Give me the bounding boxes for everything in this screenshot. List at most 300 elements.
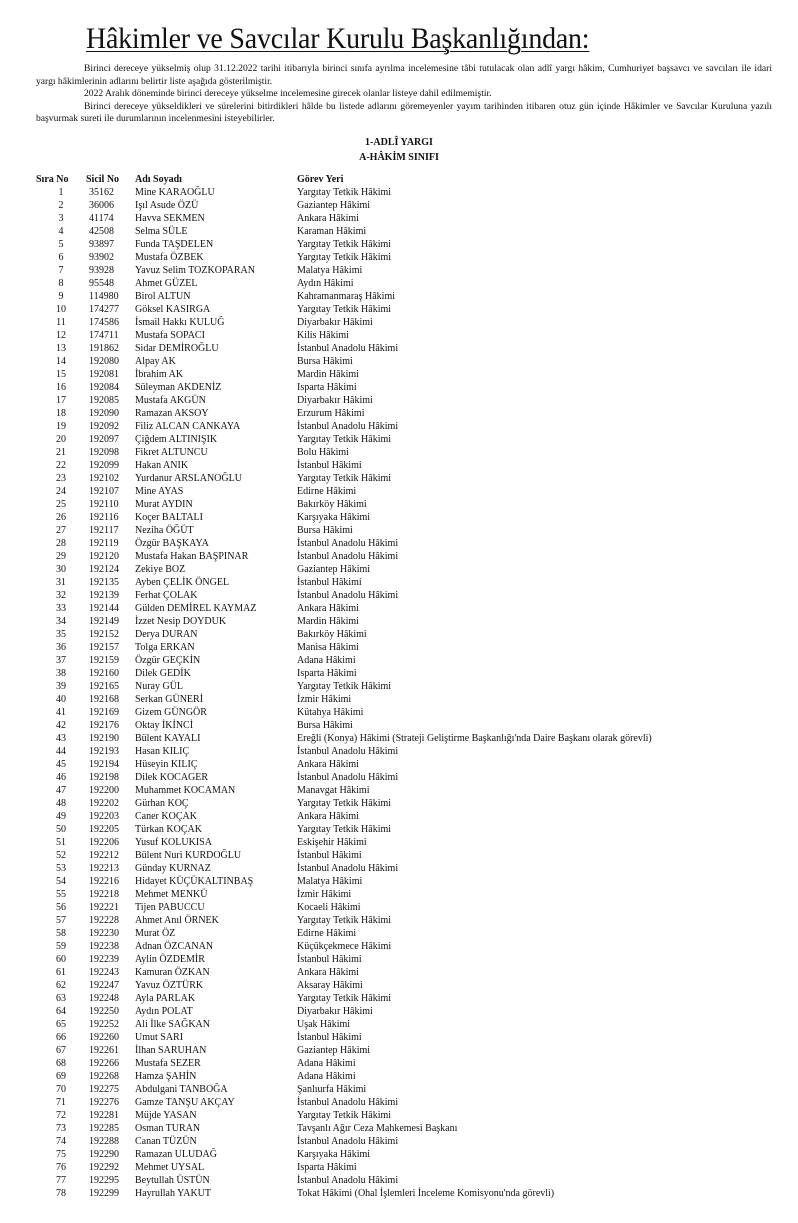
cell-gorev-yeri: Bolu Hâkimi: [297, 447, 349, 458]
table-row: [36, 1187, 776, 1200]
table-row: [36, 823, 776, 836]
cell-sira-no: 61: [56, 967, 66, 978]
table-row: [36, 602, 776, 615]
cell-gorev-yeri: Yargıtay Tetkik Hâkimi: [297, 434, 392, 445]
cell-gorev-yeri: Bursa Hâkimi: [297, 525, 353, 536]
cell-sicil-no: 192252: [89, 1019, 119, 1030]
table-row: [36, 433, 776, 446]
cell-gorev-yeri: Isparta Hâkimi: [297, 668, 357, 679]
cell-gorev-yeri: Erzurum Hâkimi: [297, 408, 365, 419]
cell-sicil-no: 174711: [89, 330, 119, 341]
cell-sicil-no: 192098: [89, 447, 119, 458]
subsection-heading: A-HÂKİM SINIFI: [359, 152, 439, 163]
cell-gorev-yeri: Gaziantep Hâkimi: [297, 1045, 371, 1056]
cell-adi-soyadi: Mehmet UYSAL: [135, 1162, 205, 1173]
table-row: [36, 212, 776, 225]
cell-sicil-no: 192198: [89, 772, 119, 783]
cell-sira-no: 27: [56, 525, 66, 536]
cell-sira-no: 76: [56, 1162, 66, 1173]
cell-sicil-no: 95548: [89, 278, 114, 289]
cell-sira-no: 45: [56, 759, 66, 770]
table-row: [36, 1031, 776, 1044]
cell-gorev-yeri: Kütahya Hâkimi: [297, 707, 364, 718]
cell-sira-no: 10: [56, 304, 66, 315]
table-row: [36, 1018, 776, 1031]
table-row: [36, 979, 776, 992]
cell-gorev-yeri: Gaziantep Hâkimi: [297, 200, 371, 211]
table-row: [36, 680, 776, 693]
cell-adi-soyadi: Osman TURAN: [135, 1123, 201, 1134]
table-row: [36, 901, 776, 914]
cell-sicil-no: 192290: [89, 1149, 119, 1160]
cell-adi-soyadi: Türkan KOÇAK: [135, 824, 202, 835]
cell-sira-no: 67: [56, 1045, 66, 1056]
table-row: [36, 914, 776, 927]
cell-adi-soyadi: Tijen PABUCCU: [135, 902, 205, 913]
table-row: [36, 316, 776, 329]
table-body: [36, 186, 776, 1200]
cell-sicil-no: 192275: [89, 1084, 119, 1095]
table-row: [36, 290, 776, 303]
cell-sira-no: 23: [56, 473, 66, 484]
cell-adi-soyadi: Aylin ÖZDEMİR: [135, 954, 205, 965]
cell-adi-soyadi: Tolga ERKAN: [135, 642, 195, 653]
table-row: [36, 498, 776, 511]
cell-sira-no: 29: [56, 551, 66, 562]
cell-gorev-yeri: Şanlıurfa Hâkimi: [297, 1084, 367, 1095]
cell-sicil-no: 192285: [89, 1123, 119, 1134]
cell-sicil-no: 192080: [89, 356, 119, 367]
cell-sicil-no: 192248: [89, 993, 119, 1004]
table-row: [36, 589, 776, 602]
cell-adi-soyadi: Mustafa ÖZBEK: [135, 252, 204, 263]
table-row: [36, 446, 776, 459]
cell-sira-no: 51: [56, 837, 66, 848]
cell-sira-no: 36: [56, 642, 66, 653]
table-row: [36, 524, 776, 537]
table-row: [36, 875, 776, 888]
cell-adi-soyadi: Ayben ÇELİK ÖNGEL: [135, 577, 230, 588]
cell-sicil-no: 192116: [89, 512, 119, 523]
cell-adi-soyadi: Göksel KASIRGA: [135, 304, 211, 315]
cell-adi-soyadi: Mine AYAS: [135, 486, 184, 497]
cell-sira-no: 53: [56, 863, 66, 874]
cell-adi-soyadi: Hasan KILIÇ: [135, 746, 190, 757]
cell-sicil-no: 192176: [89, 720, 119, 731]
cell-gorev-yeri: İstanbul Hâkimi: [297, 954, 362, 965]
table-row: [36, 693, 776, 706]
cell-sicil-no: 192194: [89, 759, 119, 770]
cell-adi-soyadi: İbrahim AK: [135, 369, 184, 380]
cell-adi-soyadi: Fikret ALTUNCU: [135, 447, 208, 458]
cell-sicil-no: 192102: [89, 473, 119, 484]
cell-gorev-yeri: Karşıyaka Hâkimi: [297, 1149, 371, 1160]
cell-adi-soyadi: Alpay AK: [135, 356, 176, 367]
cell-gorev-yeri: İzmir Hâkimi: [297, 889, 352, 900]
cell-sira-no: 59: [56, 941, 66, 952]
table-row: [36, 225, 776, 238]
cell-adi-soyadi: Derya DURAN: [135, 629, 198, 640]
table-row: [36, 953, 776, 966]
table-row: [36, 849, 776, 862]
intro-paragraph: Birinci dereceye yükselmiş olup 31.12.2022 tarihi itibarıyla birinci sınıfa ayrılma incelemesine tâbi tutulacak olan adlî yargı hâkim, Cumhuriyet başsavcı ve savcıları ile idari yargı hâkimlerinin adlarını belirtir liste aşağıda gösterilmiştir.: [36, 63, 772, 87]
cell-adi-soyadi: Bülent Nuri KURDOĞLU: [135, 850, 242, 861]
cell-adi-soyadi: Muhammet KOCAMAN: [135, 785, 236, 796]
cell-sira-no: 55: [56, 889, 66, 900]
cell-sicil-no: 192157: [89, 642, 119, 653]
table-row: [36, 797, 776, 810]
table-row: [36, 1174, 776, 1187]
cell-sicil-no: 192228: [89, 915, 119, 926]
header-adi-soyadi: Adı Soyadı: [135, 174, 182, 185]
cell-gorev-yeri: Küçükçekmece Hâkimi: [297, 941, 392, 952]
cell-gorev-yeri: Tavşanlı Ağır Ceza Mahkemesi Başkanı: [297, 1123, 458, 1134]
cell-sira-no: 32: [56, 590, 66, 601]
cell-sicil-no: 192230: [89, 928, 119, 939]
cell-sira-no: 75: [56, 1149, 66, 1160]
cell-adi-soyadi: Mustafa SOPACI: [135, 330, 205, 341]
cell-gorev-yeri: Yargıtay Tetkik Hâkimi: [297, 187, 392, 198]
cell-adi-soyadi: Süleyman AKDENİZ: [135, 382, 222, 393]
table-row: [36, 485, 776, 498]
table-row: [36, 563, 776, 576]
table-row: [36, 862, 776, 875]
table-row: [36, 576, 776, 589]
table-row: [36, 667, 776, 680]
cell-sicil-no: 192160: [89, 668, 119, 679]
cell-adi-soyadi: Hüseyin KILIÇ: [135, 759, 198, 770]
cell-sira-no: 39: [56, 681, 66, 692]
cell-gorev-yeri: İstanbul Anadolu Hâkimi: [297, 772, 399, 783]
cell-sicil-no: 174586: [89, 317, 119, 328]
cell-sira-no: 44: [56, 746, 66, 757]
cell-gorev-yeri: Yargıtay Tetkik Hâkimi: [297, 252, 392, 263]
cell-sira-no: 66: [56, 1032, 66, 1043]
cell-gorev-yeri: Kocaeli Hâkimi: [297, 902, 361, 913]
cell-sira-no: 71: [56, 1097, 66, 1108]
cell-sicil-no: 192213: [89, 863, 119, 874]
cell-adi-soyadi: Filiz ALCAN CANKAYA: [135, 421, 241, 432]
cell-gorev-yeri: İstanbul Anadolu Hâkimi: [297, 343, 399, 354]
table-row: [36, 1096, 776, 1109]
cell-adi-soyadi: Mehmet MENKÜ: [135, 889, 208, 900]
cell-sicil-no: 93897: [89, 239, 114, 250]
cell-sira-no: 68: [56, 1058, 66, 1069]
cell-sira-no: 14: [56, 356, 66, 367]
table-row: [36, 420, 776, 433]
cell-sira-no: 6: [58, 252, 64, 263]
cell-sira-no: 57: [56, 915, 66, 926]
cell-gorev-yeri: Bursa Hâkimi: [297, 356, 353, 367]
cell-sira-no: 17: [56, 395, 66, 406]
cell-sicil-no: 192218: [89, 889, 119, 900]
cell-sira-no: 16: [56, 382, 66, 393]
cell-sira-no: 3: [58, 213, 64, 224]
table-row: [36, 1070, 776, 1083]
cell-sira-no: 72: [56, 1110, 66, 1121]
cell-gorev-yeri: İstanbul Anadolu Hâkimi: [297, 421, 399, 432]
cell-sira-no: 46: [56, 772, 66, 783]
table-row: [36, 771, 776, 784]
cell-gorev-yeri: Karaman Hâkimi: [297, 226, 367, 237]
cell-gorev-yeri: Yargıtay Tetkik Hâkimi: [297, 798, 392, 809]
cell-gorev-yeri: İzmir Hâkimi: [297, 694, 352, 705]
cell-sicil-no: 36006: [89, 200, 114, 211]
cell-sira-no: 35: [56, 629, 66, 640]
cell-adi-soyadi: Hakan ANIK: [135, 460, 189, 471]
cell-sicil-no: 192295: [89, 1175, 119, 1186]
cell-gorev-yeri: İstanbul Hâkimi: [297, 460, 362, 471]
cell-adi-soyadi: Selma SÜLE: [135, 226, 188, 237]
cell-sira-no: 78: [56, 1188, 66, 1199]
cell-adi-soyadi: Bülent KAYALI: [135, 733, 201, 744]
cell-sicil-no: 192261: [89, 1045, 119, 1056]
cell-sira-no: 2: [58, 200, 64, 211]
cell-gorev-yeri: Yargıtay Tetkik Hâkimi: [297, 681, 392, 692]
cell-adi-soyadi: Adnan ÖZCANAN: [135, 941, 214, 952]
table-row: [36, 355, 776, 368]
cell-sira-no: 41: [56, 707, 66, 718]
cell-sicil-no: 192097: [89, 434, 119, 445]
table-row: [36, 303, 776, 316]
cell-sicil-no: 192292: [89, 1162, 119, 1173]
cell-sicil-no: 192202: [89, 798, 119, 809]
table-row: [36, 537, 776, 550]
cell-sira-no: 74: [56, 1136, 66, 1147]
table-row: [36, 719, 776, 732]
cell-adi-soyadi: Mustafa Hakan BAŞPINAR: [135, 551, 249, 562]
cell-sicil-no: 192149: [89, 616, 119, 627]
cell-sicil-no: 192090: [89, 408, 119, 419]
cell-gorev-yeri: İstanbul Anadolu Hâkimi: [297, 863, 399, 874]
cell-sicil-no: 192212: [89, 850, 119, 861]
cell-adi-soyadi: Dilek KOCAGER: [135, 772, 209, 783]
cell-adi-soyadi: Funda TAŞDELEN: [135, 239, 214, 250]
intro-paragraph: Birinci dereceye yükseldikleri ve sürelerini bitirdikleri hâlde bu listede adlarını göremeyenler yayım tarihinden itibaren otuz gün içinde Hâkimler ve Savcılar Kuruluna yazılı başvurmak sureti ile durumlarının incelenmesini isteyebilirler.: [36, 100, 772, 125]
judges-table: [36, 173, 776, 1200]
cell-sira-no: 13: [56, 343, 66, 354]
cell-sira-no: 73: [56, 1123, 66, 1134]
table-row: [36, 1135, 776, 1148]
table-row: [36, 277, 776, 290]
table-row: [36, 810, 776, 823]
cell-adi-soyadi: Caner KOÇAK: [135, 811, 197, 822]
table-row: [36, 394, 776, 407]
table-row: [36, 251, 776, 264]
cell-gorev-yeri: İstanbul Anadolu Hâkimi: [297, 590, 399, 601]
cell-adi-soyadi: Ferhat ÇOLAK: [135, 590, 198, 601]
cell-adi-soyadi: Oktay İKİNCİ: [135, 720, 194, 731]
cell-sira-no: 70: [56, 1084, 66, 1095]
cell-adi-soyadi: Gamze TANŞU AKÇAY: [135, 1097, 235, 1108]
cell-adi-soyadi: Ahmet GÜZEL: [135, 278, 198, 289]
cell-adi-soyadi: Gülden DEMİREL KAYMAZ: [135, 603, 257, 614]
cell-sicil-no: 192139: [89, 590, 119, 601]
table-row: [36, 888, 776, 901]
cell-adi-soyadi: İzzet Nesip DOYDUK: [135, 616, 227, 627]
table-row: [36, 407, 776, 420]
cell-gorev-yeri: Isparta Hâkimi: [297, 382, 357, 393]
cell-sicil-no: 192169: [89, 707, 119, 718]
cell-sicil-no: 41174: [89, 213, 114, 224]
cell-sira-no: 62: [56, 980, 66, 991]
cell-sira-no: 77: [56, 1175, 66, 1186]
cell-sicil-no: 114980: [89, 291, 119, 302]
table-row: [36, 329, 776, 342]
cell-sira-no: 19: [56, 421, 66, 432]
cell-gorev-yeri: Aydın Hâkimi: [297, 278, 354, 289]
cell-adi-soyadi: Hayrullah YAKUT: [135, 1188, 212, 1199]
cell-sira-no: 64: [56, 1006, 66, 1017]
cell-sicil-no: 192299: [89, 1188, 119, 1199]
cell-sira-no: 38: [56, 668, 66, 679]
table-row: [36, 1122, 776, 1135]
cell-gorev-yeri: Bakırköy Hâkimi: [297, 499, 367, 510]
table-row: [36, 186, 776, 199]
cell-sicil-no: 192206: [89, 837, 119, 848]
table-row: [36, 511, 776, 524]
cell-gorev-yeri: Adana Hâkimi: [297, 1071, 356, 1082]
table-row: [36, 641, 776, 654]
cell-gorev-yeri: Ereğli (Konya) Hâkimi (Strateji Geliştirme Başkanlığı'nda Daire Başkanı olarak görevli): [297, 733, 652, 744]
cell-sira-no: 1: [58, 187, 64, 198]
table-row: [36, 342, 776, 355]
cell-gorev-yeri: Yargıtay Tetkik Hâkimi: [297, 1110, 392, 1121]
cell-adi-soyadi: Yavuz ÖZTÜRK: [135, 980, 204, 991]
cell-adi-soyadi: Mustafa AKGÜN: [135, 395, 206, 406]
cell-adi-soyadi: Yusuf KOLUKISA: [135, 837, 212, 848]
table-row: [36, 1161, 776, 1174]
cell-sira-no: 33: [56, 603, 66, 614]
table-row: [36, 199, 776, 212]
cell-sira-no: 25: [56, 499, 66, 510]
cell-sira-no: 58: [56, 928, 66, 939]
cell-sira-no: 18: [56, 408, 66, 419]
cell-sicil-no: 192239: [89, 954, 119, 965]
cell-gorev-yeri: Isparta Hâkimi: [297, 1162, 357, 1173]
cell-sicil-no: 192281: [89, 1110, 119, 1121]
cell-adi-soyadi: Hidayet KÜÇÜKALTINBAŞ: [135, 876, 254, 887]
table-row: [36, 368, 776, 381]
cell-sira-no: 40: [56, 694, 66, 705]
cell-gorev-yeri: Bakırköy Hâkimi: [297, 629, 367, 640]
header-sira-no: Sıra No: [36, 174, 69, 185]
table-row: [36, 550, 776, 563]
intro-paragraph: 2022 Aralık döneminde birinci dereceye yükselme incelemesine girecek olanlar listeye dahil edilmemiştir.: [84, 88, 492, 100]
cell-sira-no: 50: [56, 824, 66, 835]
cell-sicil-no: 93928: [89, 265, 114, 276]
cell-gorev-yeri: İstanbul Hâkimi: [297, 1032, 362, 1043]
cell-adi-soyadi: Canan TÜZÜN: [135, 1136, 197, 1147]
cell-sira-no: 31: [56, 577, 66, 588]
table-row: [36, 264, 776, 277]
cell-sira-no: 69: [56, 1071, 66, 1082]
table-row: [36, 1044, 776, 1057]
cell-adi-soyadi: Yavuz Selim TOZKOPARAN: [135, 265, 255, 276]
cell-adi-soyadi: Özgür BAŞKAYA: [135, 538, 209, 549]
cell-adi-soyadi: Ayla PARLAK: [135, 993, 196, 1004]
cell-gorev-yeri: Yargıtay Tetkik Hâkimi: [297, 915, 392, 926]
table-row: [36, 615, 776, 628]
cell-adi-soyadi: Murat ÖZ: [135, 928, 176, 939]
cell-adi-soyadi: Zekiye BOZ: [135, 564, 186, 575]
table-row: [36, 472, 776, 485]
cell-gorev-yeri: İstanbul Anadolu Hâkimi: [297, 538, 399, 549]
table-row: [36, 940, 776, 953]
cell-adi-soyadi: Dilek GEDİK: [135, 668, 191, 679]
cell-sicil-no: 174277: [89, 304, 119, 315]
cell-sira-no: 49: [56, 811, 66, 822]
cell-sicil-no: 192200: [89, 785, 119, 796]
table-row: [36, 628, 776, 641]
cell-adi-soyadi: Çiğdem ALTINIŞIK: [135, 434, 218, 445]
table-row: [36, 1083, 776, 1096]
cell-adi-soyadi: Günday KURNAZ: [135, 863, 211, 874]
cell-gorev-yeri: Diyarbakır Hâkimi: [297, 1006, 373, 1017]
cell-adi-soyadi: Özgür GEÇKİN: [135, 655, 201, 666]
cell-sira-no: 28: [56, 538, 66, 549]
cell-gorev-yeri: Yargıtay Tetkik Hâkimi: [297, 473, 392, 484]
cell-gorev-yeri: Ankara Hâkimi: [297, 759, 359, 770]
table-row: [36, 784, 776, 797]
table-row: [36, 1005, 776, 1018]
cell-gorev-yeri: İstanbul Anadolu Hâkimi: [297, 1175, 399, 1186]
cell-sira-no: 21: [56, 447, 66, 458]
cell-sicil-no: 192260: [89, 1032, 119, 1043]
cell-sira-no: 7: [58, 265, 64, 276]
cell-sira-no: 8: [58, 278, 64, 289]
cell-sicil-no: 192221: [89, 902, 119, 913]
cell-gorev-yeri: Edirne Hâkimi: [297, 928, 357, 939]
cell-sicil-no: 192110: [89, 499, 119, 510]
table-row: [36, 654, 776, 667]
cell-sira-no: 9: [58, 291, 64, 302]
cell-sicil-no: 192238: [89, 941, 119, 952]
cell-sicil-no: 192124: [89, 564, 119, 575]
cell-sira-no: 12: [56, 330, 66, 341]
cell-sicil-no: 192205: [89, 824, 119, 835]
cell-sira-no: 4: [58, 226, 64, 237]
cell-sicil-no: 192193: [89, 746, 119, 757]
cell-adi-soyadi: Işıl Asude ÖZÜ: [135, 200, 199, 211]
header-gorev-yeri: Görev Yeri: [297, 174, 344, 185]
cell-gorev-yeri: Uşak Hâkimi: [297, 1019, 351, 1030]
cell-adi-soyadi: İlhan SARUHAN: [135, 1045, 207, 1056]
cell-gorev-yeri: Aksaray Hâkimi: [297, 980, 363, 991]
cell-sicil-no: 192266: [89, 1058, 119, 1069]
cell-adi-soyadi: Müjde YASAN: [135, 1110, 197, 1121]
section-heading: 1-ADLÎ YARGI: [365, 137, 433, 148]
cell-sicil-no: 192288: [89, 1136, 119, 1147]
cell-adi-soyadi: Abdulgani TANBOĞA: [135, 1084, 228, 1095]
table-row: [36, 758, 776, 771]
cell-sira-no: 37: [56, 655, 66, 666]
cell-sicil-no: 192250: [89, 1006, 119, 1017]
cell-adi-soyadi: Murat AYDIN: [135, 499, 193, 510]
cell-adi-soyadi: Ahmet Anıl ÖRNEK: [135, 915, 219, 926]
cell-adi-soyadi: Havva SEKMEN: [135, 213, 205, 224]
cell-gorev-yeri: İstanbul Hâkimi: [297, 850, 362, 861]
cell-adi-soyadi: Nuray GÜL: [135, 681, 184, 692]
cell-gorev-yeri: İstanbul Anadolu Hâkimi: [297, 551, 399, 562]
cell-gorev-yeri: Bursa Hâkimi: [297, 720, 353, 731]
cell-sira-no: 5: [58, 239, 64, 250]
cell-adi-soyadi: Umut SARI: [135, 1032, 184, 1043]
cell-gorev-yeri: Kilis Hâkimi: [297, 330, 349, 341]
cell-gorev-yeri: Edirne Hâkimi: [297, 486, 357, 497]
cell-sicil-no: 192119: [89, 538, 119, 549]
table-row: [36, 927, 776, 940]
